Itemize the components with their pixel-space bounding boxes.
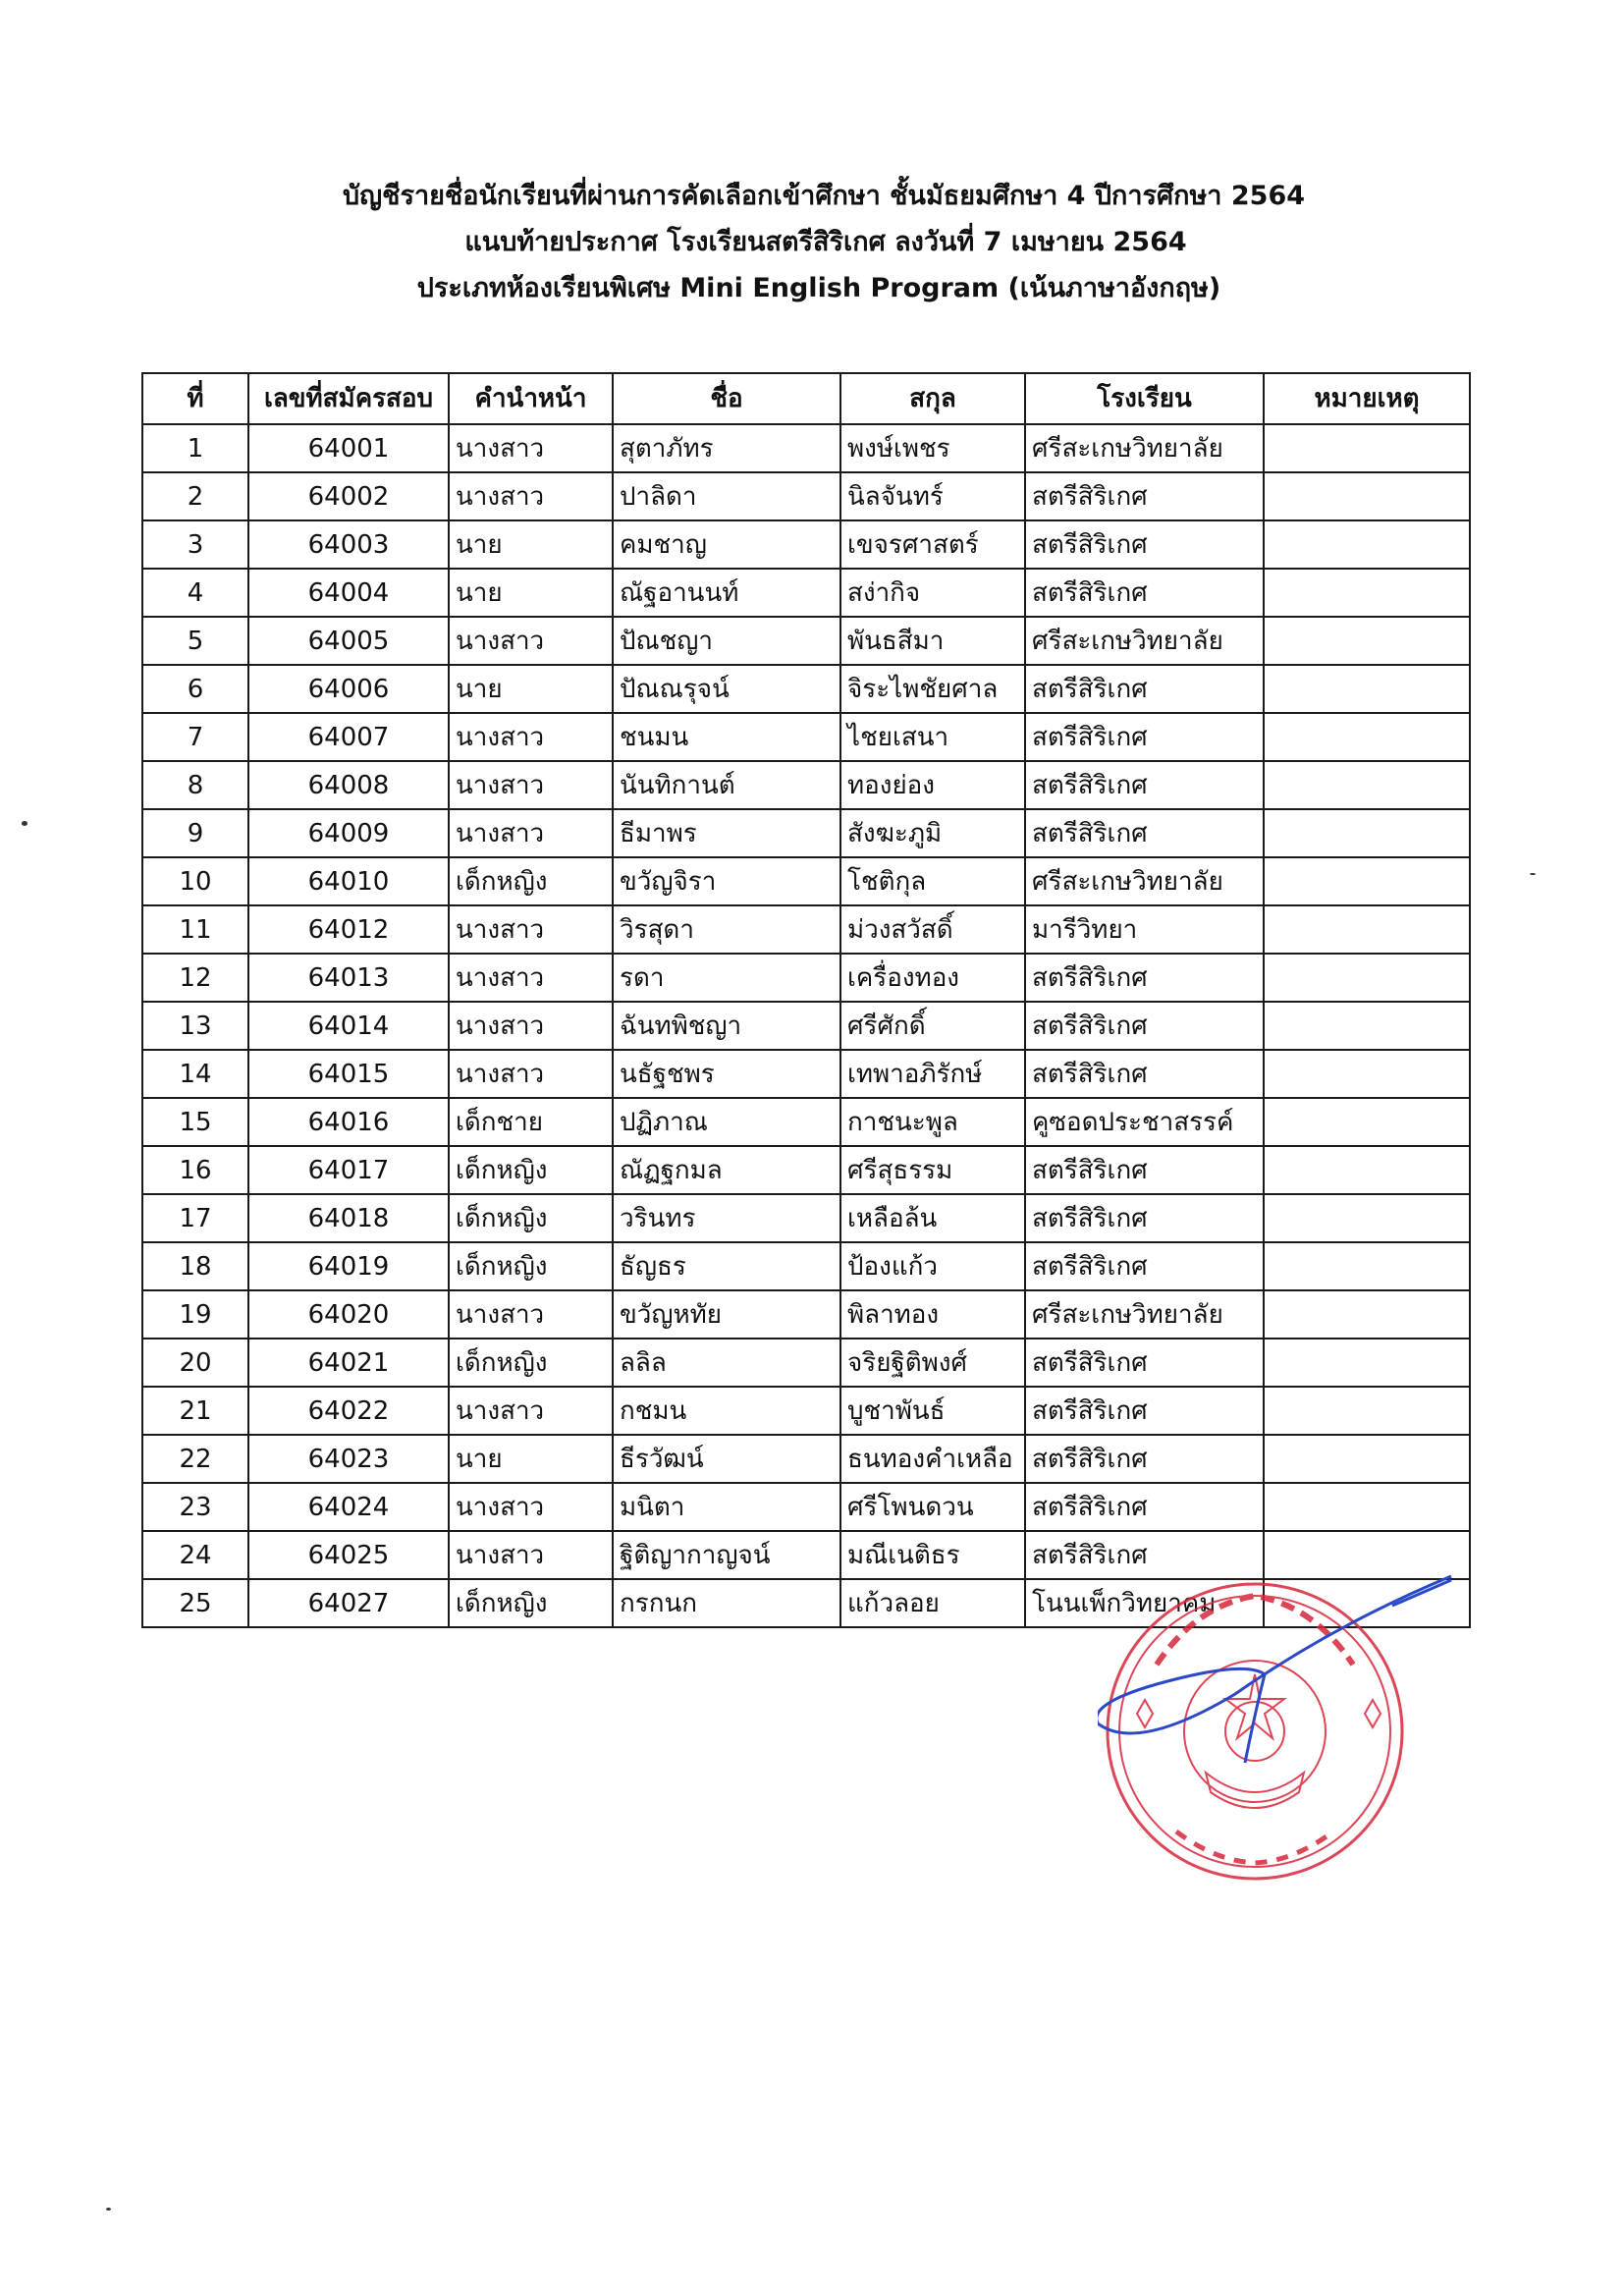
application-number-cell: 64019 [248, 1242, 449, 1290]
table-row [142, 905, 1470, 954]
table-row [142, 809, 1470, 857]
col-header-no: ที่ [142, 373, 248, 424]
first-name-cell: นันทิกานต์ [613, 761, 840, 809]
col-header-first-name: ชื่อ [613, 373, 840, 424]
remarks-cell [1264, 1050, 1470, 1098]
row-number-cell: 8 [142, 761, 248, 809]
row-number-cell: 13 [142, 1002, 248, 1050]
remarks-cell [1264, 472, 1470, 520]
col-header-remarks: หมายเหตุ [1264, 373, 1470, 424]
last-name-cell: ไชยเสนา [840, 713, 1025, 761]
name-prefix-cell: นางสาว [449, 1483, 613, 1531]
application-number-cell: 64027 [248, 1579, 449, 1627]
school-name-cell: สตรีสิริเกศ [1025, 1194, 1264, 1242]
row-number-cell: 12 [142, 954, 248, 1002]
school-name-cell: มารีวิทยา [1025, 905, 1264, 954]
row-number-cell: 15 [142, 1098, 248, 1146]
first-name-cell: กชมน [613, 1387, 840, 1435]
remarks-cell [1264, 424, 1470, 472]
name-prefix-cell: เด็กหญิง [449, 1146, 613, 1194]
table-row [142, 1339, 1470, 1387]
scan-speck [22, 821, 27, 826]
school-name-cell: สตรีสิริเกศ [1025, 520, 1264, 569]
remarks-cell [1264, 1242, 1470, 1290]
remarks-cell [1264, 761, 1470, 809]
first-name-cell: ขวัญหทัย [613, 1290, 840, 1339]
row-number-cell: 5 [142, 617, 248, 665]
scan-speck [106, 2208, 111, 2211]
remarks-cell [1264, 1194, 1470, 1242]
application-number-cell: 64010 [248, 857, 449, 905]
application-number-cell: 64001 [248, 424, 449, 472]
application-number-cell: 64005 [248, 617, 449, 665]
table-row [142, 569, 1470, 617]
name-prefix-cell: เด็กหญิง [449, 1579, 613, 1627]
last-name-cell: สังฆะภูมิ [840, 809, 1025, 857]
last-name-cell: ม่วงสวัสดิ์ [840, 905, 1025, 954]
remarks-cell [1264, 520, 1470, 569]
last-name-cell: เครื่องทอง [840, 954, 1025, 1002]
table-row [142, 1387, 1470, 1435]
application-number-cell: 64004 [248, 569, 449, 617]
first-name-cell: คมชาญ [613, 520, 840, 569]
application-number-cell: 64007 [248, 713, 449, 761]
last-name-cell: ธนทองคำเหลือ [840, 1435, 1025, 1483]
application-number-cell: 64018 [248, 1194, 449, 1242]
row-number-cell: 24 [142, 1531, 248, 1579]
row-number-cell: 22 [142, 1435, 248, 1483]
name-prefix-cell: เด็กหญิง [449, 1339, 613, 1387]
row-number-cell: 23 [142, 1483, 248, 1531]
name-prefix-cell: นางสาว [449, 617, 613, 665]
last-name-cell: พิลาทอง [840, 1290, 1025, 1339]
school-name-cell: สตรีสิริเกศ [1025, 761, 1264, 809]
first-name-cell: ปฏิภาณ [613, 1098, 840, 1146]
header-announcement-reference: แนบท้ายประกาศ โรงเรียนสตรีสิริเกศ ลงวันที่ 7 เมษายน 2564 [464, 227, 1187, 257]
table-row [142, 1242, 1470, 1290]
row-number-cell: 20 [142, 1339, 248, 1387]
last-name-cell: เหลือล้น [840, 1194, 1025, 1242]
application-number-cell: 64015 [248, 1050, 449, 1098]
table-row [142, 1194, 1470, 1242]
remarks-cell [1264, 1098, 1470, 1146]
row-number-cell: 14 [142, 1050, 248, 1098]
last-name-cell: นิลจันทร์ [840, 472, 1025, 520]
first-name-cell: ฐิติญากาญจน์ [613, 1531, 840, 1579]
name-prefix-cell: เด็กชาย [449, 1098, 613, 1146]
table-row [142, 1146, 1470, 1194]
first-name-cell: กรกนก [613, 1579, 840, 1627]
row-number-cell: 18 [142, 1242, 248, 1290]
table-row [142, 1050, 1470, 1098]
table-body [142, 424, 1470, 1627]
first-name-cell: ปัณณรุจน์ [613, 665, 840, 713]
school-name-cell: สตรีสิริเกศ [1025, 665, 1264, 713]
application-number-cell: 64006 [248, 665, 449, 713]
name-prefix-cell: นางสาว [449, 424, 613, 472]
name-prefix-cell: นาย [449, 520, 613, 569]
name-prefix-cell: นางสาว [449, 1531, 613, 1579]
table-row [142, 954, 1470, 1002]
last-name-cell: จิระไพชัยศาล [840, 665, 1025, 713]
school-name-cell: สตรีสิริเกศ [1025, 1339, 1264, 1387]
name-prefix-cell: นางสาว [449, 809, 613, 857]
application-number-cell: 64008 [248, 761, 449, 809]
last-name-cell: เขจรศาสตร์ [840, 520, 1025, 569]
name-prefix-cell: นางสาว [449, 954, 613, 1002]
remarks-cell [1264, 1146, 1470, 1194]
table-row [142, 472, 1470, 520]
remarks-cell [1264, 1435, 1470, 1483]
remarks-cell [1264, 1290, 1470, 1339]
school-name-cell: คูซอดประชาสรรค์ [1025, 1098, 1264, 1146]
row-number-cell: 7 [142, 713, 248, 761]
name-prefix-cell: เด็กหญิง [449, 1242, 613, 1290]
name-prefix-cell: นางสาว [449, 1002, 613, 1050]
last-name-cell: สง่ากิจ [840, 569, 1025, 617]
application-number-cell: 64003 [248, 520, 449, 569]
remarks-cell [1264, 665, 1470, 713]
table-row [142, 520, 1470, 569]
first-name-cell: วรินทร [613, 1194, 840, 1242]
remarks-cell [1264, 857, 1470, 905]
row-number-cell: 19 [142, 1290, 248, 1339]
row-number-cell: 9 [142, 809, 248, 857]
first-name-cell: ปาลิดา [613, 472, 840, 520]
school-seal-stamp [1098, 1566, 1463, 1900]
school-name-cell: สตรีสิริเกศ [1025, 1531, 1264, 1579]
application-number-cell: 64025 [248, 1531, 449, 1579]
remarks-cell [1264, 905, 1470, 954]
last-name-cell: พันธสีมา [840, 617, 1025, 665]
row-number-cell: 1 [142, 424, 248, 472]
first-name-cell: วิรสุดา [613, 905, 840, 954]
last-name-cell: บูชาพันธ์ [840, 1387, 1025, 1435]
table-row [142, 857, 1470, 905]
row-number-cell: 17 [142, 1194, 248, 1242]
last-name-cell: ศรีศักดิ์ [840, 1002, 1025, 1050]
signature-stroke [1098, 1576, 1451, 1763]
table-row [142, 424, 1470, 472]
name-prefix-cell: นางสาว [449, 905, 613, 954]
school-name-cell: สตรีสิริเกศ [1025, 809, 1264, 857]
first-name-cell: ณัฏฐกมล [613, 1146, 840, 1194]
last-name-cell: แก้วลอย [840, 1579, 1025, 1627]
remarks-cell [1264, 809, 1470, 857]
row-number-cell: 10 [142, 857, 248, 905]
header-title: บัญชีรายชื่อนักเรียนที่ผ่านการคัดเลือกเข้าศึกษา ชั้นมัธยมศึกษา 4 ปีการศึกษา 2564 [342, 181, 1306, 211]
first-name-cell: ณัฐอานนท์ [613, 569, 840, 617]
application-number-cell: 64020 [248, 1290, 449, 1339]
last-name-cell: เทพาอภิรักษ์ [840, 1050, 1025, 1098]
document-header [0, 173, 1624, 311]
table-header-row [142, 373, 1470, 424]
first-name-cell: ธัญธร [613, 1242, 840, 1290]
application-number-cell: 64012 [248, 905, 449, 954]
table-row [142, 1098, 1470, 1146]
remarks-cell [1264, 617, 1470, 665]
last-name-cell: พงษ์เพชร [840, 424, 1025, 472]
application-number-cell: 64002 [248, 472, 449, 520]
name-prefix-cell: นาย [449, 1435, 613, 1483]
name-prefix-cell: นาย [449, 569, 613, 617]
application-number-cell: 64024 [248, 1483, 449, 1531]
application-number-cell: 64014 [248, 1002, 449, 1050]
seal-inner-ring [1119, 1596, 1390, 1867]
remarks-cell [1264, 1483, 1470, 1531]
name-prefix-cell: นางสาว [449, 1290, 613, 1339]
col-header-last-name: สกุล [840, 373, 1025, 424]
school-name-cell: สตรีสิริเกศ [1025, 1146, 1264, 1194]
header-program-type: ประเภทห้องเรียนพิเศษ Mini English Program (เน้นภาษาอังกฤษ) [416, 273, 1221, 303]
school-name-cell: สตรีสิริเกศ [1025, 1387, 1264, 1435]
school-name-cell: สตรีสิริเกศ [1025, 1483, 1264, 1531]
last-name-cell: จริยฐิติพงศ์ [840, 1339, 1025, 1387]
school-name-cell: ศรีสะเกษวิทยาลัย [1025, 617, 1264, 665]
school-name-cell: สตรีสิริเกศ [1025, 1242, 1264, 1290]
application-number-cell: 64016 [248, 1098, 449, 1146]
table-row [142, 713, 1470, 761]
table-row [142, 1002, 1470, 1050]
remarks-cell [1264, 1002, 1470, 1050]
row-number-cell: 4 [142, 569, 248, 617]
school-name-cell: สตรีสิริเกศ [1025, 1002, 1264, 1050]
last-name-cell: ศรีสุธรรม [840, 1146, 1025, 1194]
last-name-cell: โชติกุล [840, 857, 1025, 905]
row-number-cell: 3 [142, 520, 248, 569]
remarks-cell [1264, 713, 1470, 761]
name-prefix-cell: นางสาว [449, 713, 613, 761]
first-name-cell: สุตาภัทร [613, 424, 840, 472]
remarks-cell [1264, 1339, 1470, 1387]
row-number-cell: 21 [142, 1387, 248, 1435]
application-number-cell: 64013 [248, 954, 449, 1002]
table-row [142, 761, 1470, 809]
first-name-cell: ธีรวัฒน์ [613, 1435, 840, 1483]
table-row [142, 1483, 1470, 1531]
first-name-cell: ชนมน [613, 713, 840, 761]
row-number-cell: 2 [142, 472, 248, 520]
name-prefix-cell: เด็กหญิง [449, 857, 613, 905]
school-name-cell: สตรีสิริเกศ [1025, 713, 1264, 761]
school-name-cell: สตรีสิริเกศ [1025, 1050, 1264, 1098]
first-name-cell: ลลิล [613, 1339, 840, 1387]
first-name-cell: ขวัญจิรา [613, 857, 840, 905]
row-number-cell: 6 [142, 665, 248, 713]
application-number-cell: 64023 [248, 1435, 449, 1483]
remarks-cell [1264, 569, 1470, 617]
last-name-cell: มณีเนติธร [840, 1531, 1025, 1579]
application-number-cell: 64009 [248, 809, 449, 857]
school-name-cell: ศรีสะเกษวิทยาลัย [1025, 1290, 1264, 1339]
name-prefix-cell: นางสาว [449, 1050, 613, 1098]
col-header-application-number: เลขที่สมัครสอบ [248, 373, 449, 424]
name-prefix-cell: นางสาว [449, 472, 613, 520]
table-row [142, 617, 1470, 665]
first-name-cell: นธัฐชพร [613, 1050, 840, 1098]
first-name-cell: ปัณชญา [613, 617, 840, 665]
name-prefix-cell: นางสาว [449, 761, 613, 809]
last-name-cell: ป้องแก้ว [840, 1242, 1025, 1290]
first-name-cell: มนิตา [613, 1483, 840, 1531]
student-roster-table [141, 372, 1471, 1628]
remarks-cell [1264, 1387, 1470, 1435]
school-name-cell: สตรีสิริเกศ [1025, 569, 1264, 617]
name-prefix-cell: เด็กหญิง [449, 1194, 613, 1242]
name-prefix-cell: นาย [449, 665, 613, 713]
school-name-cell: โนนเพ็กวิทยาคม [1025, 1579, 1264, 1627]
school-name-cell: สตรีสิริเกศ [1025, 954, 1264, 1002]
table-row [142, 1290, 1470, 1339]
col-header-school: โรงเรียน [1025, 373, 1264, 424]
remarks-cell [1264, 954, 1470, 1002]
first-name-cell: ฉันทพิชญา [613, 1002, 840, 1050]
name-prefix-cell: นางสาว [449, 1387, 613, 1435]
application-number-cell: 64017 [248, 1146, 449, 1194]
last-name-cell: กาชนะพูล [840, 1098, 1025, 1146]
table-row [142, 1435, 1470, 1483]
row-number-cell: 11 [142, 905, 248, 954]
school-name-cell: สตรีสิริเกศ [1025, 1435, 1264, 1483]
last-name-cell: ศรีโพนดวน [840, 1483, 1025, 1531]
school-name-cell: ศรีสะเกษวิทยาลัย [1025, 857, 1264, 905]
first-name-cell: ธีมาพร [613, 809, 840, 857]
col-header-prefix: คำนำหน้า [449, 373, 613, 424]
row-number-cell: 16 [142, 1146, 248, 1194]
school-name-cell: สตรีสิริเกศ [1025, 472, 1264, 520]
school-name-cell: ศรีสะเกษวิทยาลัย [1025, 424, 1264, 472]
row-number-cell: 25 [142, 1579, 248, 1627]
scan-speck [1530, 873, 1536, 875]
first-name-cell: รดา [613, 954, 840, 1002]
last-name-cell: ทองย่อง [840, 761, 1025, 809]
application-number-cell: 64021 [248, 1339, 449, 1387]
table-row [142, 665, 1470, 713]
application-number-cell: 64022 [248, 1387, 449, 1435]
